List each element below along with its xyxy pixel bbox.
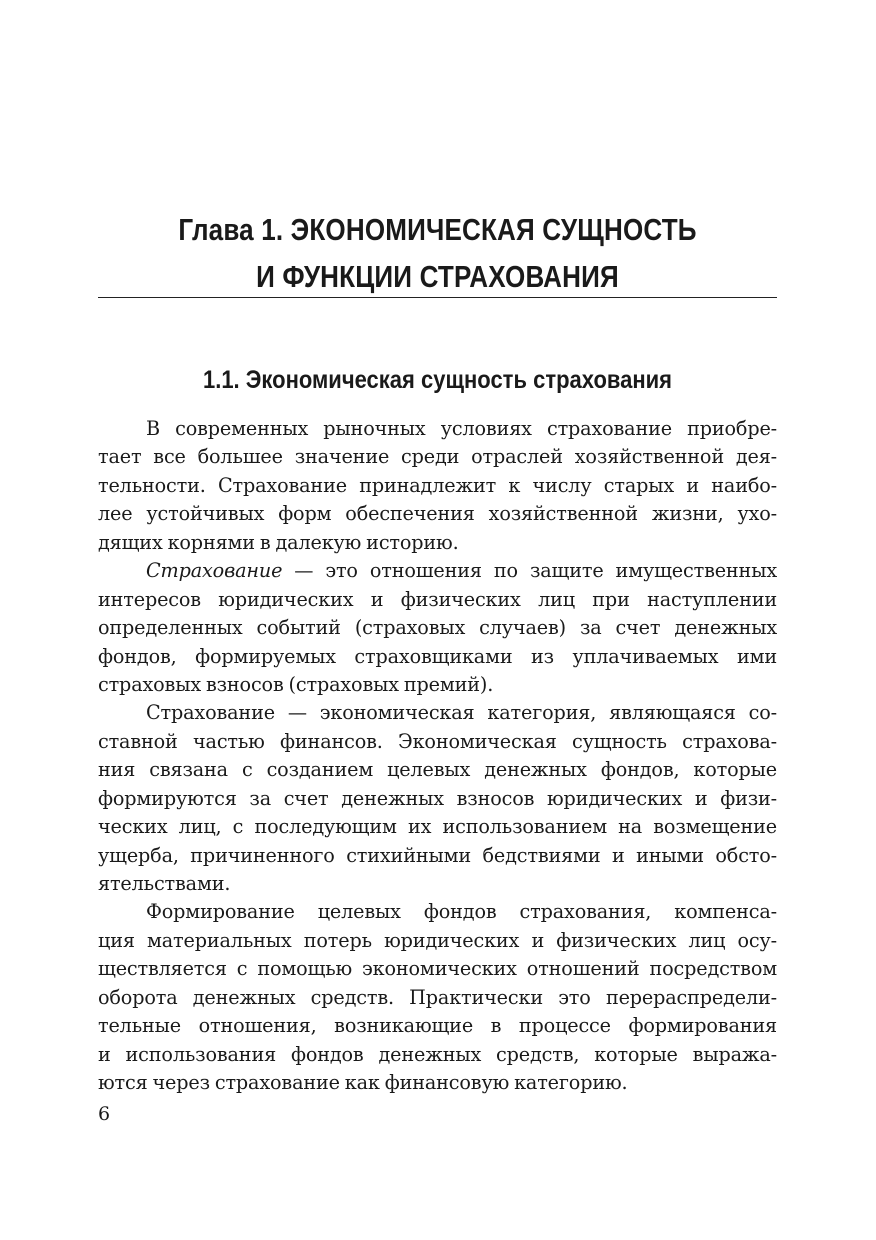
paragraph-3	[98, 699, 777, 898]
section-title: 1.1. Экономическая сущность страхования	[202, 366, 673, 394]
paragraph-1	[98, 415, 777, 557]
text-line: тельные отношения, возникающие в процессе формирования	[98, 1014, 777, 1038]
text-line: формируются за счет денежных взносов юридических и физи-	[98, 786, 777, 810]
text-line: определенных событий (страховых случаев) за счет денежных	[98, 616, 777, 640]
text-line: ществляется с помощью экономических отношений посредством	[98, 957, 777, 981]
text-line: и использования фондов денежных средств, которые выража-	[98, 1042, 777, 1066]
defined-term: Страхование	[146, 559, 283, 583]
text-line: Формирование целевых фондов страхования, компенса-	[146, 900, 777, 924]
body-text	[98, 415, 777, 1098]
text-line: тает все большее значение среди отраслей хозяйственной дея-	[98, 445, 777, 469]
text-line: ются через страхование как финансовую категорию.	[98, 1071, 628, 1095]
paragraph-2	[98, 557, 777, 699]
text-fragment: — это отношения по защите имущественных	[282, 559, 777, 583]
chapter-title	[152, 206, 722, 300]
text-line: Страхование — экономическая категория, являющаяся со-	[146, 701, 777, 725]
page-number: 6	[98, 1103, 111, 1125]
text-line: ятельствами.	[98, 872, 231, 895]
text-line: дящих корнями в далекую историю.	[98, 530, 459, 554]
text-line: ческих лиц, с последующим их использованием на возмещение	[98, 815, 777, 839]
chapter-title-line-2: И ФУНКЦИИ СТРАХОВАНИЯ	[256, 259, 619, 294]
text-line: тельности. Страхование принадлежит к числу старых и наибо-	[98, 473, 777, 497]
text-line: фондов, формируемых страховщиками из уплачиваемых ими	[98, 644, 777, 668]
text-line	[98, 557, 777, 585]
text-line: ция материальных потерь юридических и физических лиц осу-	[98, 928, 777, 952]
text-line: лее устойчивых форм обеспечения хозяйственной жизни, ухо-	[98, 502, 777, 526]
text-line: ущерба, причиненного стихийными бедствиями и иными обсто-	[98, 843, 777, 867]
chapter-title-line-1: Глава 1. ЭКОНОМИЧЕСКАЯ СУЩНОСТЬ	[178, 212, 697, 247]
paragraph-4	[98, 898, 777, 1097]
text-line: оборота денежных средств. Практически это перераспредели-	[98, 985, 777, 1009]
text-line: страховых взносов (страховых премий).	[98, 672, 494, 696]
chapter-divider	[98, 297, 777, 298]
text-line: интересов юридических и физических лиц при наступлении	[98, 587, 777, 611]
text-line: ния связана с созданием целевых денежных фондов, которые	[98, 758, 777, 782]
text-line: ставной частью финансов. Экономическая сущность страхова-	[98, 729, 777, 753]
text-line: В современных рыночных условиях страхование приобре-	[146, 417, 777, 440]
